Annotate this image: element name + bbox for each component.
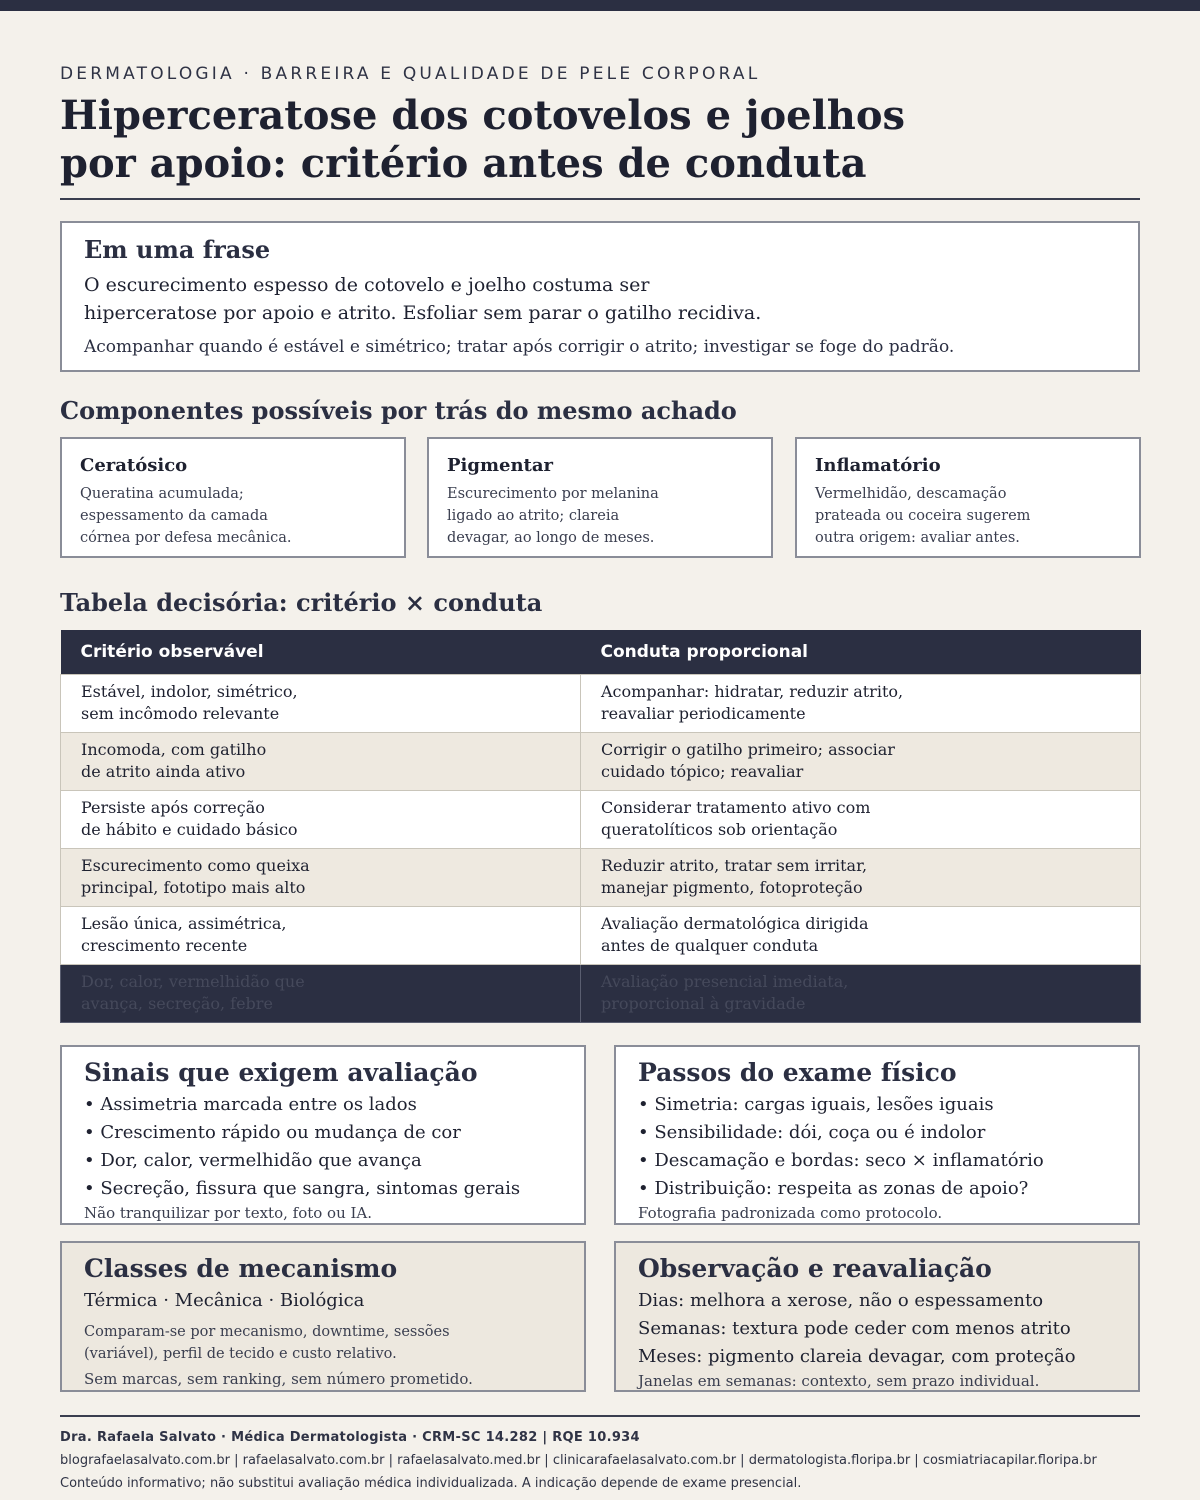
card-ceratosico [60, 437, 406, 558]
warning-signs-list [84, 1091, 562, 1203]
table-row [61, 848, 1141, 906]
mechanism-description-line: Comparam-se por mecanismo, downtime, sessões [84, 1324, 450, 1340]
observation-note: Janelas em semanas: contexto, sem prazo individual. [638, 1372, 1040, 1390]
eyebrow-category: DERMATOLOGIA · BARREIRA E QUALIDADE DE PELE CORPORAL [60, 64, 761, 84]
summary-sub: Acompanhar quando é estável e simétrico; tratar após corrigir o atrito; investigar se foge do padrão. [84, 337, 955, 357]
components-cards [60, 437, 1140, 558]
table-row-urgent [61, 964, 1141, 1022]
title-line-2: por apoio: critério antes de conduta [60, 140, 867, 187]
exam-steps-heading: Passos do exame físico [638, 1058, 957, 1087]
card-line: devagar, ao longo de meses. [447, 530, 655, 546]
mechanism-description-line: (variável), perfil de tecido e custo relativo. [84, 1346, 397, 1362]
criterion-cell: Persiste após correção de hábito e cuidado básico [61, 790, 581, 848]
observation-line: Semanas: textura pode ceder com menos atrito [638, 1318, 1071, 1339]
table-row [61, 674, 1141, 732]
card-text [447, 483, 753, 549]
mechanism-description [84, 1321, 562, 1365]
card-title: Pigmentar [447, 455, 554, 476]
summary-lead [84, 271, 1116, 327]
card-inflamatorio [795, 437, 1141, 558]
exam-steps-list [638, 1091, 1116, 1203]
card-line: prateada ou coceira sugerem [815, 508, 1031, 524]
list-item: • Dor, calor, vermelhidão que avança [84, 1150, 422, 1171]
card-title: Inflamatório [815, 455, 941, 476]
warning-signs-note: Não tranquilizar por texto, foto ou IA. [84, 1204, 373, 1222]
title-divider [60, 198, 1140, 200]
list-item: • Assimetria marcada entre os lados [84, 1094, 417, 1115]
card-line: espessamento da camada [80, 508, 268, 524]
table-header-row [61, 630, 1141, 674]
card-line: Vermelhidão, descamação [815, 486, 1007, 502]
warning-signs-heading: Sinais que exigem avaliação [84, 1058, 478, 1087]
summary-box [60, 221, 1140, 372]
action-cell: Reduzir atrito, tratar sem irritar, manejar pigmento, fotoproteção [581, 848, 1141, 906]
decision-table [60, 630, 1141, 1023]
card-pigmentar [427, 437, 773, 558]
decision-table-heading: Tabela decisória: critério × conduta [60, 588, 543, 617]
observation-line: Meses: pigmento clareia devagar, com proteção [638, 1346, 1076, 1367]
criterion-cell: Escurecimento como queixa principal, fototipo mais alto [61, 848, 581, 906]
card-title: Ceratósico [80, 455, 188, 476]
card-line: Escurecimento por melanina [447, 486, 659, 502]
list-item: • Sensibilidade: dói, coça ou é indolor [638, 1122, 986, 1143]
page-title [60, 92, 1140, 188]
summary-heading: Em uma frase [84, 235, 271, 264]
table-row [61, 906, 1141, 964]
list-item: • Secreção, fissura que sangra, sintomas gerais [84, 1178, 521, 1199]
table-row [61, 732, 1141, 790]
list-item: • Descamação e bordas: seco × inflamatório [638, 1150, 1044, 1171]
table-row [61, 790, 1141, 848]
card-text [80, 483, 386, 549]
list-item: • Simetria: cargas iguais, lesões iguais [638, 1094, 994, 1115]
warning-signs-box [60, 1045, 586, 1225]
card-line: outra origem: avaliar antes. [815, 530, 1020, 546]
criterion-cell: Incomoda, com gatilho de atrito ainda ativo [61, 732, 581, 790]
criterion-cell: Lesão única, assimétrica, crescimento recente [61, 906, 581, 964]
components-heading: Componentes possíveis por trás do mesmo achado [60, 396, 737, 425]
footer-links: blografaelasalvato.com.br | rafaelasalvato.com.br | rafaelasalvato.med.br | clinicarafaelasalvato.com.br | dermatologista.floripa.br | cosmiatriacapilar.floripa.br [60, 1453, 1097, 1468]
mechanism-classes-box [60, 1241, 586, 1392]
footer-disclaimer: Conteúdo informativo; não substitui avaliação médica individualizada. A indicação depende de exame presencial. [60, 1476, 802, 1491]
summary-lead-line-2: hiperceratose por apoio e atrito. Esfoliar sem parar o gatilho recidiva. [84, 302, 762, 324]
summary-lead-line-1: O escurecimento espesso de cotovelo e joelho costuma ser [84, 274, 650, 296]
action-cell: Corrigir o gatilho primeiro; associar cuidado tópico; reavaliar [581, 732, 1141, 790]
footer-author: Dra. Rafaela Salvato · Médica Dermatologista · CRM-SC 14.282 | RQE 10.934 [60, 1430, 640, 1445]
observation-heading: Observação e reavaliação [638, 1254, 992, 1283]
card-text [815, 483, 1121, 549]
mechanism-note: Sem marcas, sem ranking, sem número prometido. [84, 1370, 473, 1388]
mechanism-classes: Térmica · Mecânica · Biológica [84, 1290, 365, 1311]
criterion-cell: Estável, indolor, simétrico, sem incômodo relevante [61, 674, 581, 732]
exam-steps-note: Fotografia padronizada como protocolo. [638, 1204, 943, 1222]
action-cell: Acompanhar: hidratar, reduzir atrito, reavaliar periodicamente [581, 674, 1141, 732]
exam-steps-box [614, 1045, 1140, 1225]
observation-line: Dias: melhora a xerose, não o espessamento [638, 1290, 1044, 1311]
title-line-1: Hiperceratose dos cotovelos e joelhos [60, 92, 906, 139]
column-header-action: Conduta proporcional [581, 630, 1141, 674]
list-item: • Distribuição: respeita as zonas de apoio? [638, 1178, 1029, 1199]
footer-divider [60, 1415, 1140, 1417]
card-line: córnea por defesa mecânica. [80, 530, 292, 546]
list-item: • Crescimento rápido ou mudança de cor [84, 1122, 461, 1143]
criterion-cell: Dor, calor, vermelhidão que avança, secreção, febre [61, 964, 581, 1022]
card-line: ligado ao atrito; clareia [447, 508, 620, 524]
action-cell: Avaliação dermatológica dirigida antes de qualquer conduta [581, 906, 1141, 964]
top-accent-bar [0, 0, 1200, 11]
column-header-criterion: Critério observável [61, 630, 581, 674]
mechanism-heading: Classes de mecanismo [84, 1254, 398, 1283]
action-cell: Considerar tratamento ativo com queratolíticos sob orientação [581, 790, 1141, 848]
observation-box [614, 1241, 1140, 1392]
action-cell: Avaliação presencial imediata, proporcional à gravidade [581, 964, 1141, 1022]
card-line: Queratina acumulada; [80, 486, 244, 502]
